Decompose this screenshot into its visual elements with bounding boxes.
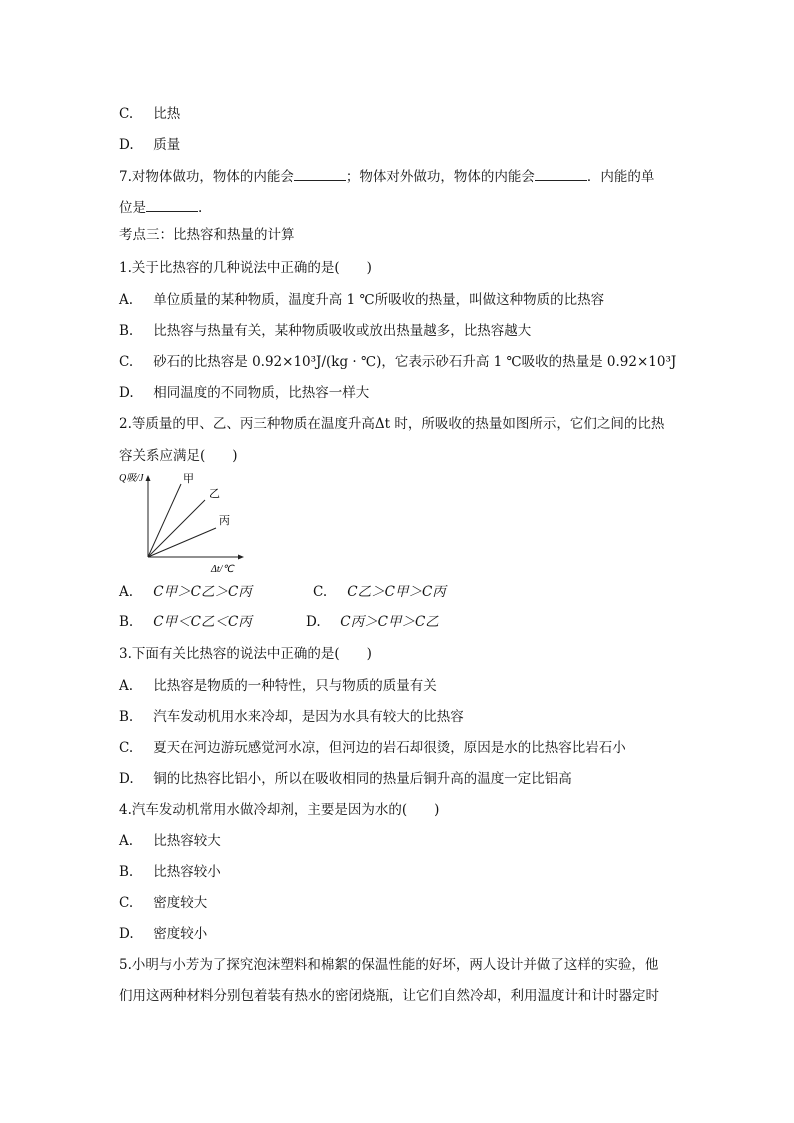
option-label: B. <box>119 323 134 339</box>
question-1-option-a <box>119 290 604 310</box>
option-label: D. <box>306 614 321 630</box>
option-label: D. <box>119 771 134 787</box>
option-label: C. <box>313 584 328 600</box>
question-3-option-b <box>119 707 464 727</box>
series-label-2: 丙 <box>219 515 230 527</box>
option-text: C丙＞C甲＞C乙 <box>340 614 439 630</box>
question-7-line-2 <box>119 198 202 218</box>
question-3-option-d <box>119 769 572 789</box>
series-label-0: 甲 <box>183 473 194 485</box>
question-2-line-1: 2.等质量的甲、乙、丙三种物质在温度升高Δt 时，所吸收的热量如图所示，它们之间的比热 <box>119 416 665 432</box>
q2-option-b <box>119 612 252 632</box>
heat-graph-svg <box>119 470 249 574</box>
option-label: B. <box>119 864 134 880</box>
y-axis-arrow <box>146 475 151 481</box>
question-1-option-b <box>119 321 531 341</box>
answer-blank[interactable] <box>146 198 198 212</box>
option-label: C. <box>119 740 134 756</box>
option-label: D. <box>119 137 134 153</box>
question-1: 1.关于比热容的几种说法中正确的是( ) <box>119 260 372 276</box>
q2-option-a <box>119 582 252 602</box>
question-3: 3.下面有关比热容的说法中正确的是( ) <box>119 646 372 662</box>
question-1-option-c <box>119 352 676 372</box>
option-text: 砂石的比热容是 0.92×10³J/(kg · ℃)，它表示砂石升高 1 ℃吸收的热量是 0.92×10³J <box>153 354 677 370</box>
option-text: 汽车发动机用水来冷却，是因为水具有较大的比热容 <box>153 709 464 725</box>
option-text: 比热容与热量有关，某种物质吸收或放出热量越多，比热容越大 <box>153 323 532 339</box>
question-5-line-2: 们用这两种材料分别包着装有热水的密闭烧瓶，让它们自然冷却，利用温度计和计时器定时 <box>119 988 659 1004</box>
answer-blank[interactable] <box>294 167 346 181</box>
question-text: 位是 <box>119 200 146 216</box>
option-label: C. <box>119 106 134 122</box>
series-line-2 <box>148 528 216 557</box>
question-5-line-1: 5.小明与小芳为了探究泡沫塑料和棉絮的保温性能的好坏，两人设计并做了这样的实验，他 <box>119 957 659 973</box>
option-c-prev <box>119 104 180 124</box>
question-2-line-2: 容关系应满足( ) <box>119 448 238 464</box>
question-4-option-c <box>119 893 207 913</box>
question-text: ．内能的单 <box>586 169 655 185</box>
q2-option-c <box>313 582 446 602</box>
option-label: A. <box>119 292 134 308</box>
option-text: C乙＞C甲＞C丙 <box>347 584 446 600</box>
option-text: 铜的比热容比铝小，所以在吸收相同的热量后铜升高的温度一定比铝高 <box>153 771 572 787</box>
option-label: C. <box>119 895 134 911</box>
series-label-1: 乙 <box>209 488 220 500</box>
option-text: 比热容较大 <box>153 833 221 849</box>
question-4-option-b <box>119 862 221 882</box>
question-text: . <box>198 200 203 216</box>
option-text: 密度较大 <box>153 895 208 911</box>
option-label: A. <box>119 584 134 600</box>
option-text: 夏天在河边游玩感觉河水凉，但河边的岩石却很烫，原因是水的比热容比岩石小 <box>153 740 626 756</box>
question-text: 7.对物体做功，物体的内能会 <box>119 169 294 185</box>
option-text: 质量 <box>153 137 181 153</box>
question-3-option-c <box>119 738 626 758</box>
option-text: C甲＜C乙＜C丙 <box>153 614 252 630</box>
option-label: B. <box>119 709 134 725</box>
option-label: A. <box>119 833 134 849</box>
answer-blank[interactable] <box>535 167 587 181</box>
option-d-prev <box>119 135 180 155</box>
option-label: A. <box>119 678 134 694</box>
option-text: C甲＞C乙＞C丙 <box>153 584 252 600</box>
question-text: ；物体对外做功，物体的内能会 <box>345 169 535 185</box>
option-label: B. <box>119 614 134 630</box>
question-4: 4.汽车发动机常用水做冷却剂，主要是因为水的( ) <box>119 802 440 818</box>
option-text: 密度较小 <box>153 926 208 942</box>
option-label: C. <box>119 354 134 370</box>
option-label: D. <box>119 926 134 942</box>
option-text: 比热容较小 <box>153 864 221 880</box>
x-axis-arrow <box>238 555 244 560</box>
q2-option-d <box>306 612 439 632</box>
series-line-0 <box>148 484 181 557</box>
option-text: 比热 <box>153 106 181 122</box>
question-4-option-a <box>119 831 221 851</box>
question-4-option-d <box>119 924 207 944</box>
y-axis-label: Q吸/J <box>119 473 144 484</box>
option-text: 比热容是物质的一种特性，只与物质的质量有关 <box>153 678 437 694</box>
question-7-line-1 <box>119 167 654 187</box>
section-heading: 考点三：比热容和热量的计算 <box>119 227 295 243</box>
heat-graph <box>119 470 249 574</box>
question-3-option-a <box>119 676 437 696</box>
option-text: 相同温度的不同物质，比热容一样大 <box>153 385 370 401</box>
option-label: D. <box>119 385 134 401</box>
x-axis-label: Δt/℃ <box>211 564 234 575</box>
option-text: 单位质量的某种物质，温度升高 1 ℃所吸收的热量，叫做这种物质的比热容 <box>153 292 605 308</box>
series-line-1 <box>148 500 205 557</box>
question-1-option-d <box>119 383 369 403</box>
